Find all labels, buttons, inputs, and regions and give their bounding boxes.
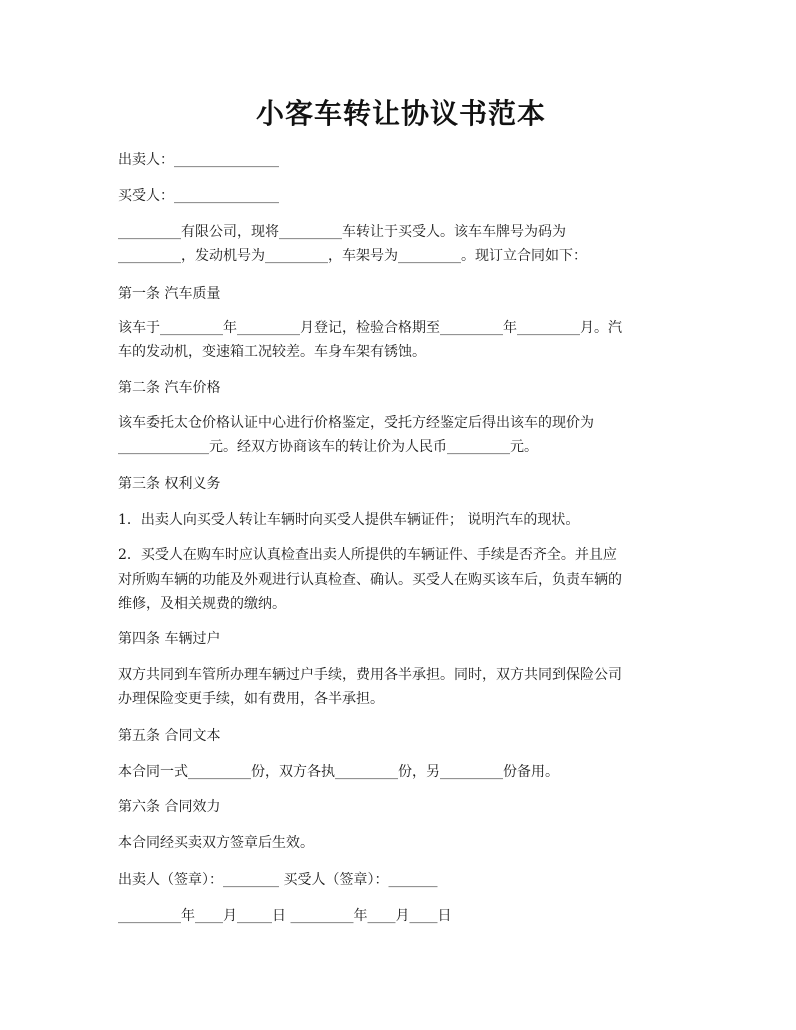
buyer-line: 买受人：_______________	[118, 188, 279, 204]
document-title: 小客车转让协议书范本	[255, 97, 546, 130]
seller-line: 出卖人：_______________	[118, 152, 279, 168]
article-3-item-2-line-2: 对所购车辆的功能及外观进行认真检查、确认。买受人在购买该车后，负责车辆的	[118, 572, 622, 588]
article-2-line-2: _____________元。经双方协商该车的转让价为人民币_________元。	[118, 439, 538, 455]
article-1-line-1: 该车于_________年_________月登记，检验合格期至_________年_________月。汽	[118, 320, 622, 336]
article-6-line-1: 本合同经买卖双方签章后生效。	[118, 835, 314, 851]
article-3-item-1: 1．出卖人向买受人转让车辆时向买受人提供车辆证件； 说明汽车的现状。	[118, 512, 580, 528]
article-1-line-2: 车的发动机，变速箱工况较差。车身车架有锈蚀。	[118, 344, 426, 360]
article-4-line-2: 办理保险变更手续，如有费用，各半承担。	[118, 691, 384, 707]
article-4-heading: 第四条 车辆过户	[118, 631, 221, 647]
article-3-item-2-line-3: 维修，及相关规费的缴纳。	[118, 596, 286, 612]
article-6-heading: 第六条 合同效力	[118, 799, 221, 815]
article-2-heading: 第二条 汽车价格	[118, 380, 221, 396]
article-3-item-2-line-1: 2．买受人在购车时应认真检查出卖人所提供的车辆证件、手续是否齐全。并且应	[118, 547, 617, 563]
intro-line-2: _________，发动机号为_________，车架号为_________。现订立合同如下：	[118, 248, 587, 264]
intro-line-1: _________有限公司，现将_________车转让于买受人。该车车牌号为码为	[118, 224, 566, 240]
article-3-heading: 第三条 权利义务	[118, 476, 221, 492]
article-1-heading: 第一条 汽车质量	[118, 286, 221, 302]
signature-date-line: _________年____月_____日 _________年____月____日	[118, 908, 452, 924]
signature-line: 出卖人（签章）：________ 买受人（签章）：_______	[118, 872, 438, 888]
article-5-heading: 第五条 合同文本	[118, 728, 221, 744]
article-2-line-1: 该车委托太仓价格认证中心进行价格鉴定，受托方经鉴定后得出该车的现价为	[118, 415, 594, 431]
article-4-line-1: 双方共同到车管所办理车辆过户手续，费用各半承担。同时，双方共同到保险公司	[118, 667, 622, 683]
article-5-line-1: 本合同一式_________份，双方各执_________份，另_________份备用。	[118, 764, 559, 780]
